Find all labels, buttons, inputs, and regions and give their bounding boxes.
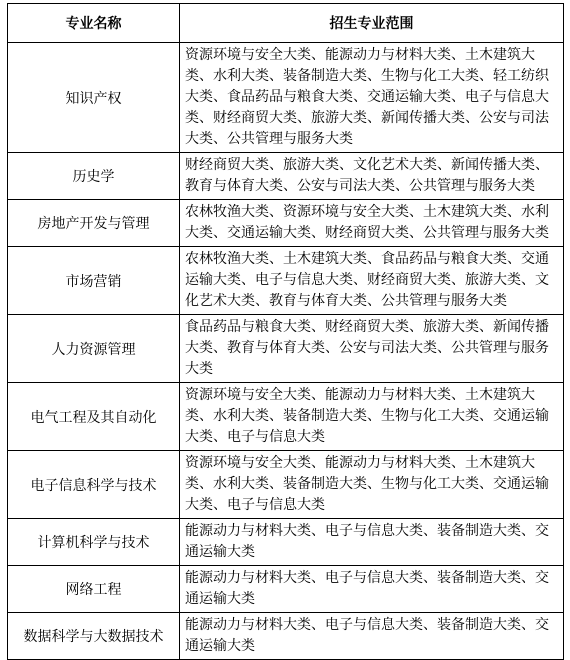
table-row (8, 519, 564, 566)
table-row (8, 43, 564, 153)
table-row (8, 566, 564, 613)
enrollment-scope-cell: 资源环境与安全大类、能源动力与材料大类、土木建筑大类、水利大类、装备制造大类、生物与化工大类、交通运输大类、电子与信息大类 (180, 383, 564, 451)
enrollment-scope-cell: 农林牧渔大类、资源环境与安全大类、土木建筑大类、水利大类、交通运输大类、财经商贸大类、公共管理与服务大类 (180, 200, 564, 247)
enrollment-scope-cell: 农林牧渔大类、土木建筑大类、食品药品与粮食大类、交通运输大类、电子与信息大类、财经商贸大类、旅游大类、文化艺术大类、教育与体育大类、公共管理与服务大类 (180, 247, 564, 315)
enrollment-scope-cell: 能源动力与材料大类、电子与信息大类、装备制造大类、交通运输大类 (180, 613, 564, 660)
header-major-name: 专业名称 (8, 4, 180, 43)
table-row (8, 613, 564, 660)
major-name-cell: 知识产权 (8, 43, 180, 153)
table-row (8, 153, 564, 200)
enrollment-scope-cell: 资源环境与安全大类、能源动力与材料大类、土木建筑大类、水利大类、装备制造大类、生物与化工大类、轻工纺织大类、食品药品与粮食大类、交通运输大类、电子与信息大类、财经商贸大类、旅游大类、新闻传播大类、公安与司法大类、公共管理与服务大类 (180, 43, 564, 153)
table-row (8, 200, 564, 247)
table-row (8, 315, 564, 383)
table-row (8, 451, 564, 519)
majors-table-container (7, 3, 563, 660)
major-name-cell: 数据科学与大数据技术 (8, 613, 180, 660)
major-name-cell: 计算机科学与技术 (8, 519, 180, 566)
enrollment-scope-cell: 食品药品与粮食大类、财经商贸大类、旅游大类、新闻传播大类、教育与体育大类、公安与司法大类、公共管理与服务大类 (180, 315, 564, 383)
header-enrollment-scope: 招生专业范围 (180, 4, 564, 43)
major-name-cell: 市场营销 (8, 247, 180, 315)
major-name-cell: 电子信息科学与技术 (8, 451, 180, 519)
major-name-cell: 房地产开发与管理 (8, 200, 180, 247)
table-row (8, 383, 564, 451)
major-name-cell: 历史学 (8, 153, 180, 200)
enrollment-scope-cell: 资源环境与安全大类、能源动力与材料大类、土木建筑大类、水利大类、装备制造大类、生物与化工大类、交通运输大类、电子与信息大类 (180, 451, 564, 519)
major-name-cell: 人力资源管理 (8, 315, 180, 383)
enrollment-scope-cell: 财经商贸大类、旅游大类、文化艺术大类、新闻传播大类、教育与体育大类、公安与司法大类、公共管理与服务大类 (180, 153, 564, 200)
majors-table (7, 3, 564, 660)
table-header-row (8, 4, 564, 43)
enrollment-scope-cell: 能源动力与材料大类、电子与信息大类、装备制造大类、交通运输大类 (180, 566, 564, 613)
table-row (8, 247, 564, 315)
enrollment-scope-cell: 能源动力与材料大类、电子与信息大类、装备制造大类、交通运输大类 (180, 519, 564, 566)
major-name-cell: 电气工程及其自动化 (8, 383, 180, 451)
major-name-cell: 网络工程 (8, 566, 180, 613)
